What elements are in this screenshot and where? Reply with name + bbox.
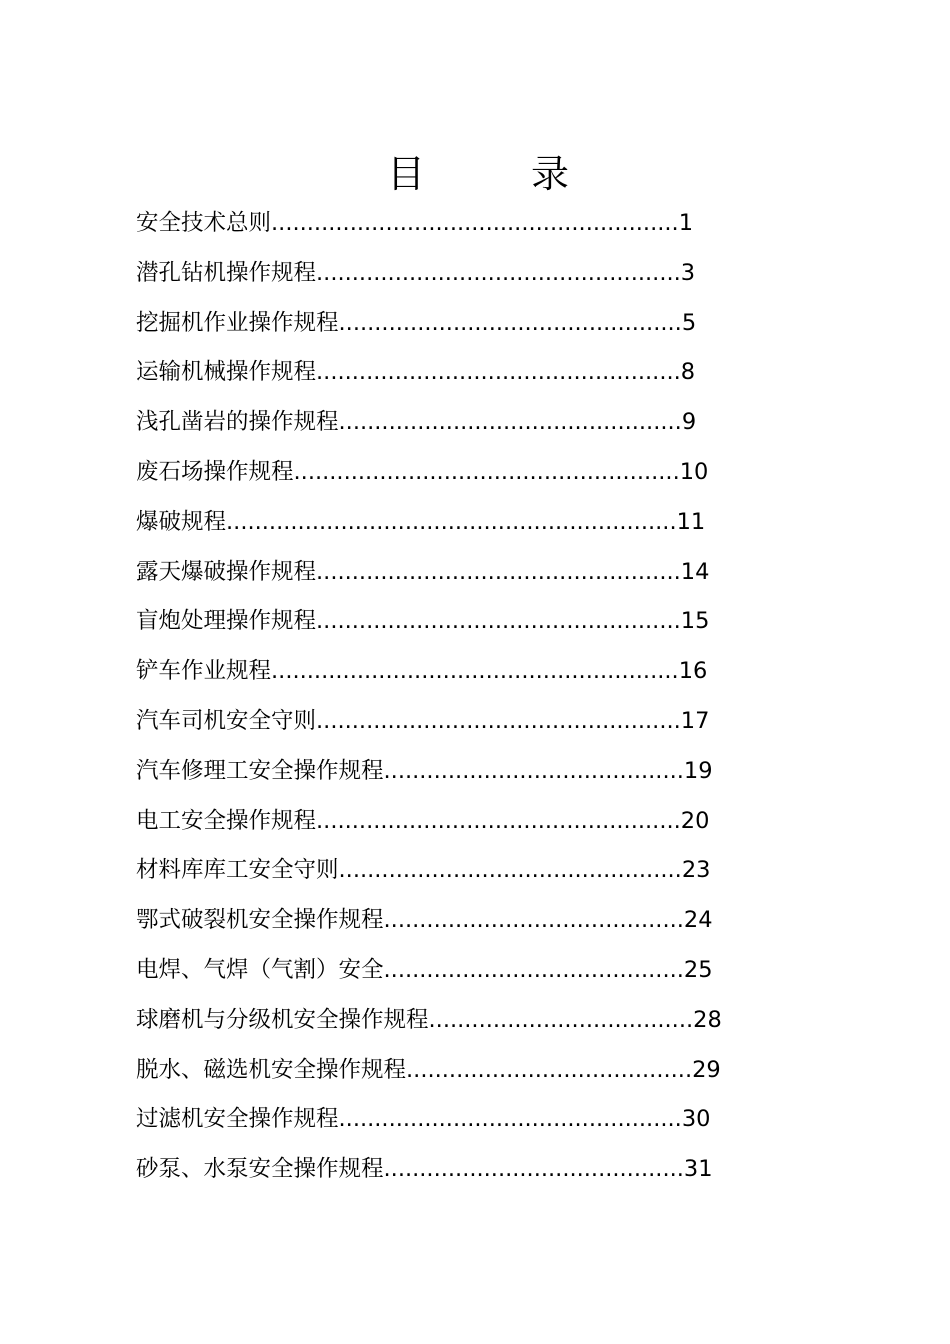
toc-entry-dots: .........................................................	[271, 210, 679, 236]
toc-entry	[136, 448, 722, 498]
toc-entry-page: 11	[676, 508, 706, 535]
toc-entry-page: 28	[693, 1006, 722, 1033]
toc-entry-dots: ..........................................	[383, 757, 684, 784]
toc-entry-page: 16	[678, 658, 708, 685]
toc-entry-page: 17	[680, 707, 710, 734]
toc-entry-dots: ................................................	[338, 1106, 682, 1133]
toc-list	[136, 199, 722, 1195]
toc-entry-page: 10	[679, 458, 709, 485]
toc-entry	[136, 299, 722, 349]
toc-entry-text: 安全技术总则	[136, 210, 272, 236]
toc-entry-page: 25	[683, 956, 713, 983]
toc-entry-page: 23	[681, 857, 711, 884]
toc-entry-page: 31	[683, 1156, 713, 1183]
toc-entry	[136, 996, 722, 1046]
toc-entry-text: 球磨机与分级机安全操作规程	[136, 1006, 429, 1033]
toc-entry-dots: ......................................................	[293, 458, 680, 485]
toc-entry-text: 鄂式破裂机安全操作规程	[136, 907, 384, 934]
toc-entry-dots: ..........................................	[383, 907, 684, 934]
toc-entry-dots: ...................................................	[316, 807, 681, 834]
toc-entry	[136, 348, 722, 398]
toc-entry-text: 露天爆破操作规程	[136, 558, 317, 585]
toc-entry	[136, 797, 722, 847]
toc-entry-text: 铲车作业规程	[136, 658, 272, 685]
toc-entry	[136, 1046, 722, 1096]
toc-entry-text: 运输机械操作规程	[136, 359, 317, 386]
toc-entry-dots: ................................................	[338, 857, 682, 884]
toc-entry	[136, 896, 722, 946]
toc-entry-text: 潜孔钻机操作规程	[136, 259, 317, 286]
toc-entry	[136, 946, 722, 996]
toc-entry-dots: .....................................	[428, 1006, 694, 1033]
toc-entry-dots: .........................................................	[271, 658, 679, 685]
toc-entry	[136, 398, 722, 448]
toc-entry-dots: ................................................	[338, 309, 682, 336]
toc-entry-dots: ...................................................	[316, 359, 681, 386]
toc-entry	[136, 1095, 722, 1145]
toc-entry-page: 19	[683, 757, 713, 784]
toc-entry	[136, 747, 722, 797]
toc-entry-dots: ................................................	[338, 409, 682, 436]
toc-entry-page: 5	[681, 309, 697, 336]
toc-entry-text: 汽车司机安全守则	[136, 707, 317, 734]
toc-entry-page: 3	[680, 259, 696, 286]
toc-entry-page: 30	[681, 1106, 711, 1133]
toc-entry-dots: ...............................................................	[226, 508, 677, 535]
toc-entry-page: 1	[678, 210, 694, 236]
toc-title: 目 录	[386, 152, 603, 196]
toc-entry	[136, 1145, 722, 1195]
toc-entry-text: 废石场操作规程	[136, 458, 294, 485]
toc-entry	[136, 249, 722, 299]
toc-entry-text: 电焊、气焊（气割）安全	[136, 956, 384, 983]
toc-entry-page: 8	[680, 359, 696, 386]
toc-entry-text: 浅孔凿岩的操作规程	[136, 409, 339, 436]
toc-entry-text: 盲炮处理操作规程	[136, 608, 317, 635]
toc-entry	[136, 548, 722, 598]
toc-entry-dots: ...................................................	[316, 558, 681, 585]
toc-entry-dots: ..........................................	[383, 956, 684, 983]
toc-entry-page: 29	[692, 1056, 721, 1083]
toc-entry-page: 24	[683, 907, 713, 934]
toc-entry	[136, 697, 722, 747]
toc-entry-text: 挖掘机作业操作规程	[136, 309, 339, 336]
toc-entry-dots: ...................................................	[316, 608, 681, 635]
toc-entry	[136, 597, 722, 647]
toc-entry-page: 15	[680, 608, 710, 635]
toc-entry-text: 材料库库工安全守则	[136, 857, 339, 884]
toc-entry-page: 20	[680, 807, 710, 834]
toc-entry	[136, 846, 722, 896]
toc-entry-text: 砂泵、水泵安全操作规程	[136, 1156, 384, 1183]
toc-entry-text: 汽车修理工安全操作规程	[136, 757, 384, 784]
toc-entry	[136, 498, 722, 548]
toc-entry-text: 爆破规程	[136, 508, 227, 535]
toc-entry-dots: ...................................................	[316, 707, 681, 734]
toc-entry-text: 过滤机安全操作规程	[136, 1106, 339, 1133]
toc-entry-text: 电工安全操作规程	[136, 807, 317, 834]
toc-entry	[136, 647, 722, 697]
toc-entry-dots: ........................................	[406, 1056, 693, 1083]
toc-entry-dots: ..........................................	[383, 1156, 684, 1183]
toc-entry	[136, 199, 722, 249]
toc-entry-page: 14	[680, 558, 710, 585]
toc-entry-dots: ...................................................	[316, 259, 681, 286]
toc-entry-page: 9	[681, 409, 697, 436]
toc-entry-text: 脱水、磁选机安全操作规程	[136, 1056, 407, 1083]
